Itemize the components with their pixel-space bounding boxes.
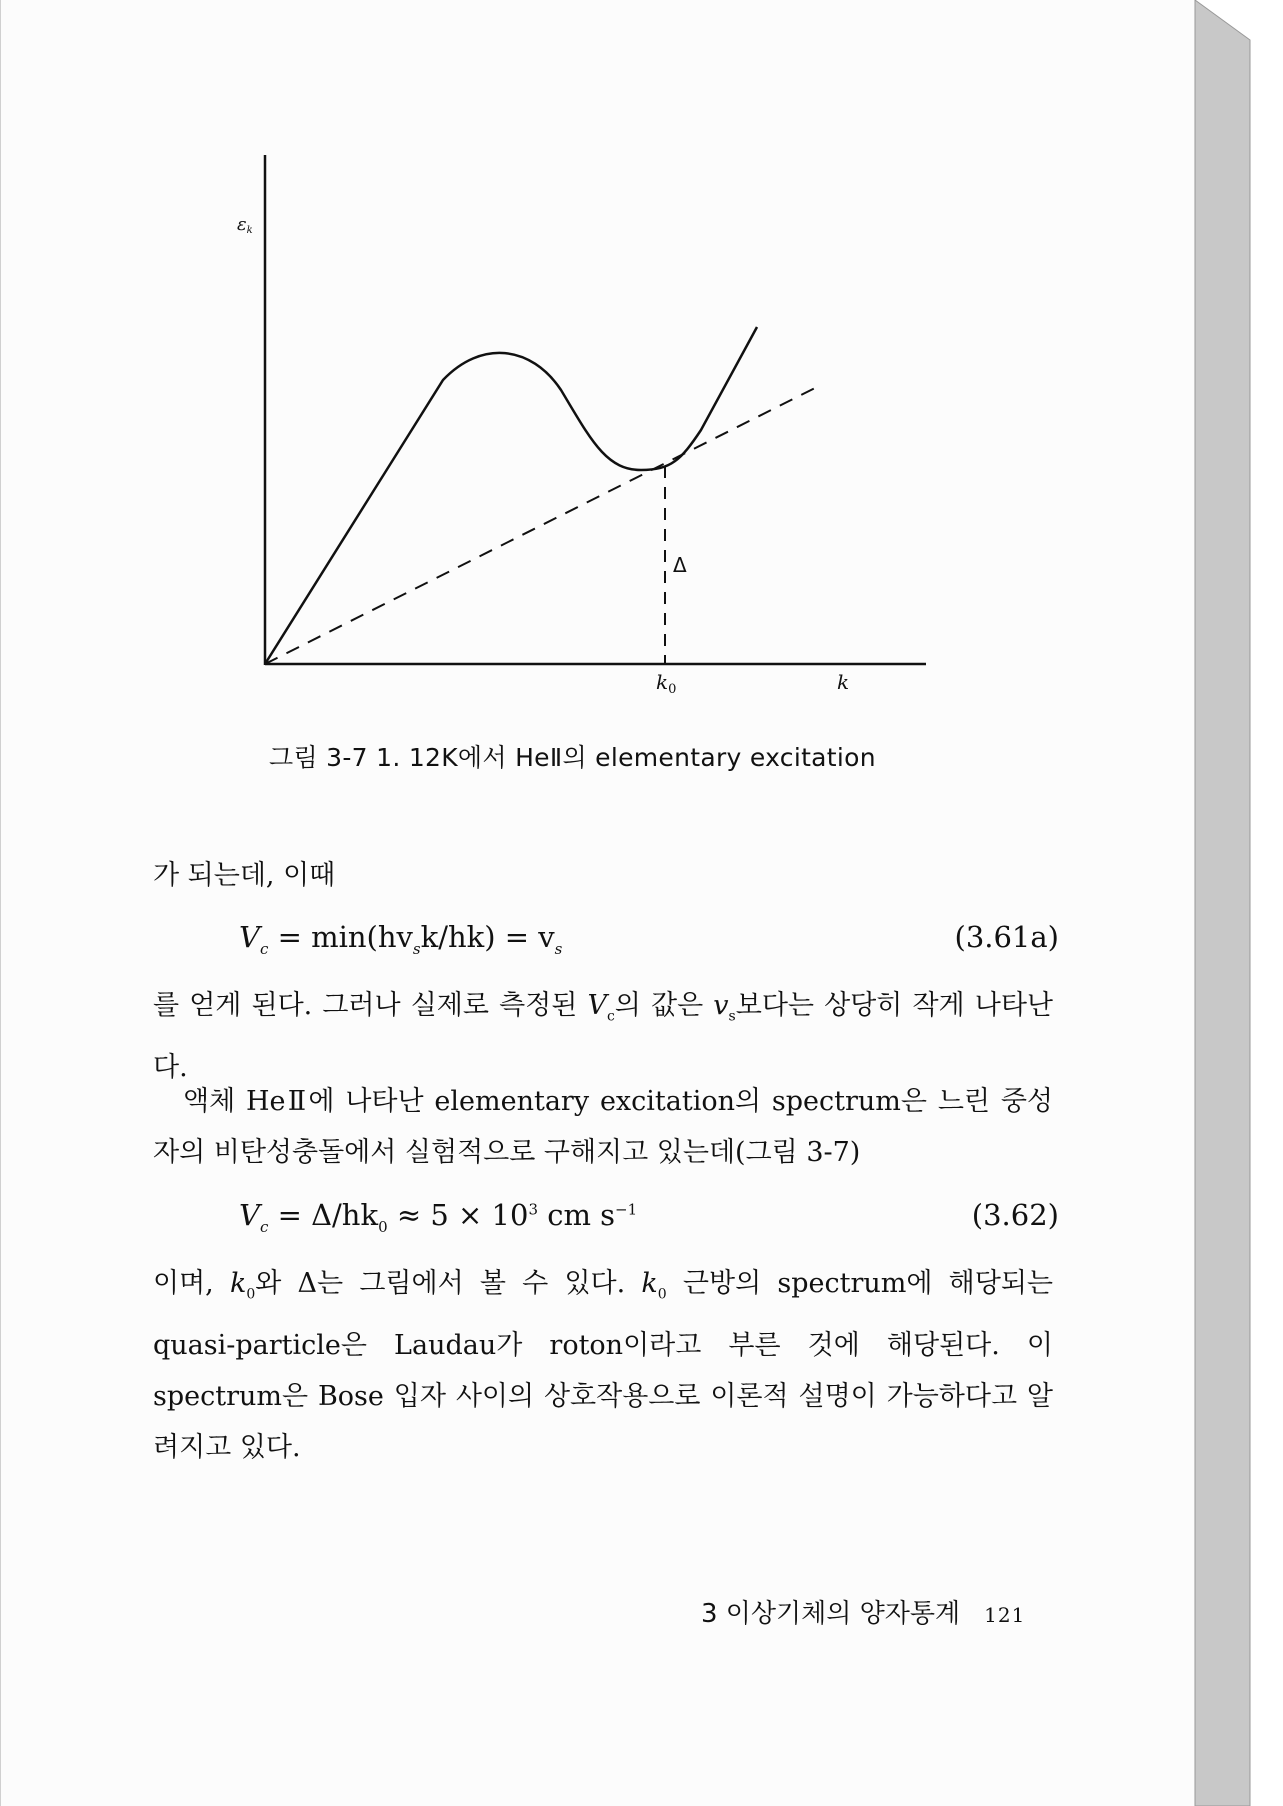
dispersion-curve (265, 327, 757, 664)
dispersion-figure (1, 0, 1196, 740)
paragraph-2: 액체 HeⅡ에 나타난 elementary excitation의 spectrum은 느린 중성자의 비탄성충돌에서 실험적으로 구해지고 있는데(그림 3-7) (153, 1086, 1053, 1168)
page-number: 121 (984, 1603, 1026, 1627)
page-footer (701, 1593, 1025, 1630)
k0-label: $k_0$ (656, 670, 677, 697)
paragraph-1: 를 얻게 된다. 그러나 실제로 측정된 $V_c$의 값은 $v_s$보다는 상당히 작게 나타난다. (153, 990, 1053, 1084)
equation-3-61a: $V_c = \min(hv_sk/hk) = v_s$ (3.61a) (239, 920, 1059, 958)
equation-number-3-61a: (3.61a) (954, 920, 1059, 954)
y-axis-label: εk (237, 214, 253, 236)
tangent-dashed-line (265, 386, 819, 664)
equation-number-3-62: (3.62) (971, 1198, 1059, 1232)
text-line-1: 가 되는데, 이때 (153, 860, 336, 891)
footer-chapter: 3 이상기체의 양자통계 (701, 1599, 961, 1629)
delta-label: Δ (673, 553, 687, 577)
k-label: k (837, 670, 850, 694)
paragraph-3: 이며, $k_0$와 Δ는 그림에서 볼 수 있다. $k_0$ 근방의 spectrum에 해당되는 quasi-particle은 Laudau가 roton이라고 부른 것에 해당된다. 이 spectrum은 Bose 입자 사이의 상호작용으로 이론적 설명이 가능하다고 알려지고 있다. (153, 1268, 1053, 1464)
equation-3-62: $V_c = \Delta/hk_0 \approx 5 \times 10^3$ cm $s^{-1}$ (3.62) (239, 1198, 1059, 1236)
figure-caption: 그림 3-7 1. 12K에서 HeⅡ의 elementary excitation (269, 743, 876, 772)
